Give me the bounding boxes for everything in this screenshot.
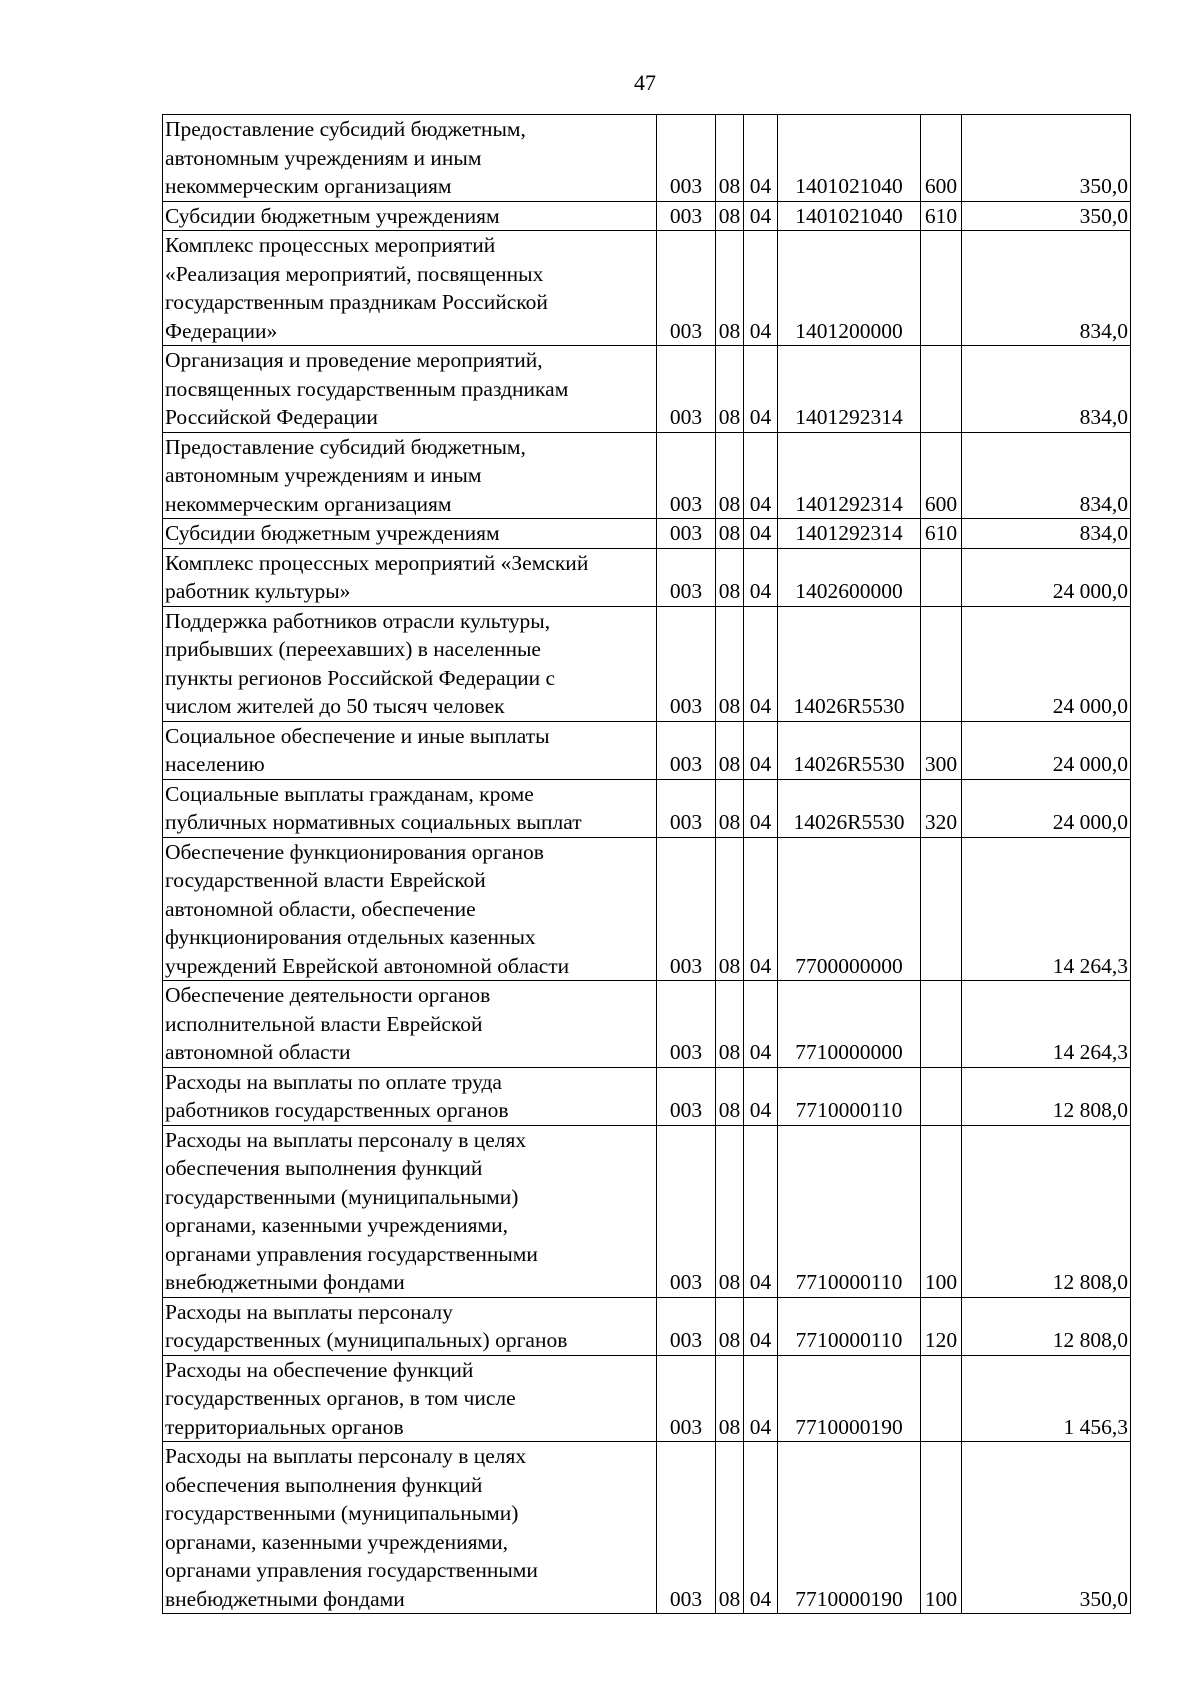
cell-amount: 24 000,0 bbox=[962, 779, 1131, 837]
cell-subsection-code: 04 bbox=[744, 432, 778, 519]
cell-expense-type-code bbox=[921, 346, 962, 433]
cell-target-article-code: 14026R5530 bbox=[778, 606, 921, 721]
cell-expense-name bbox=[163, 981, 657, 1068]
cell-line: Комплекс процессных мероприятий bbox=[165, 233, 496, 257]
cell-line: Российской Федерации bbox=[165, 405, 378, 429]
table-row bbox=[163, 346, 1131, 433]
cell-expense-type-code bbox=[921, 981, 962, 1068]
cell-amount: 14 264,3 bbox=[962, 981, 1131, 1068]
table-row bbox=[163, 837, 1131, 981]
table-row bbox=[163, 1355, 1131, 1442]
cell-line: населению bbox=[165, 752, 265, 776]
cell-line: автономной области bbox=[165, 1040, 351, 1064]
cell-expense-type-code: 610 bbox=[921, 519, 962, 549]
cell-line: учреждений Еврейской автономной области bbox=[165, 953, 570, 978]
cell-line: Расходы на выплаты по оплате труда bbox=[165, 1069, 502, 1094]
cell-subsection-code: 04 bbox=[744, 519, 778, 549]
cell-section-code: 08 bbox=[716, 519, 744, 549]
cell-ministry-code: 003 bbox=[657, 1125, 716, 1297]
cell-expense-name bbox=[163, 519, 657, 549]
cell-amount: 350,0 bbox=[962, 115, 1131, 202]
table-row bbox=[163, 1442, 1131, 1614]
cell-amount: 24 000,0 bbox=[962, 721, 1131, 779]
cell-section-code: 08 bbox=[716, 779, 744, 837]
cell-line: публичных нормативных социальных выплат bbox=[165, 810, 582, 834]
cell-section-code: 08 bbox=[716, 115, 744, 202]
cell-expense-type-code bbox=[921, 1067, 962, 1125]
cell-section-code: 08 bbox=[716, 346, 744, 433]
cell-target-article-code: 1401292314 bbox=[778, 346, 921, 433]
cell-expense-type-code: 100 bbox=[921, 1125, 962, 1297]
table-row bbox=[163, 1297, 1131, 1355]
cell-line: Поддержка работников отрасли культуры, bbox=[165, 608, 551, 633]
cell-ministry-code: 003 bbox=[657, 346, 716, 433]
cell-subsection-code: 04 bbox=[744, 1297, 778, 1355]
cell-line: Предоставление субсидий бюджетным, bbox=[165, 434, 526, 459]
cell-target-article-code: 7710000190 bbox=[778, 1355, 921, 1442]
table-row bbox=[163, 201, 1131, 231]
cell-expense-name bbox=[163, 606, 657, 721]
cell-line: Расходы на выплаты персоналу в целях bbox=[165, 1444, 527, 1468]
table-row bbox=[163, 432, 1131, 519]
cell-line: числом жителей до 50 тысяч человек bbox=[165, 694, 505, 718]
cell-section-code: 08 bbox=[716, 1297, 744, 1355]
cell-amount: 12 808,0 bbox=[962, 1125, 1131, 1297]
cell-target-article-code: 7710000110 bbox=[778, 1125, 921, 1297]
cell-line: Обеспечение функционирования органов bbox=[165, 839, 544, 864]
cell-target-article-code: 1402600000 bbox=[778, 548, 921, 606]
cell-ministry-code: 003 bbox=[657, 779, 716, 837]
cell-expense-name bbox=[163, 1125, 657, 1297]
cell-ministry-code: 003 bbox=[657, 981, 716, 1068]
cell-amount: 350,0 bbox=[962, 1442, 1131, 1614]
cell-expense-name bbox=[163, 201, 657, 231]
cell-line: Расходы на выплаты персоналу в целях bbox=[165, 1127, 527, 1152]
table-row bbox=[163, 548, 1131, 606]
cell-subsection-code: 04 bbox=[744, 981, 778, 1068]
table-row bbox=[163, 519, 1131, 549]
cell-target-article-code: 14026R5530 bbox=[778, 779, 921, 837]
cell-line: Социальное обеспечение и иные выплаты bbox=[165, 723, 550, 748]
cell-expense-name bbox=[163, 837, 657, 981]
cell-subsection-code: 04 bbox=[744, 606, 778, 721]
cell-line: посвященных государственным праздникам bbox=[165, 376, 569, 401]
cell-expense-type-code: 600 bbox=[921, 115, 962, 202]
cell-section-code: 08 bbox=[716, 1067, 744, 1125]
cell-amount: 350,0 bbox=[962, 201, 1131, 231]
cell-line: работников государственных органов bbox=[165, 1098, 509, 1122]
cell-line: работник культуры» bbox=[165, 579, 351, 603]
cell-expense-name bbox=[163, 779, 657, 837]
cell-ministry-code: 003 bbox=[657, 1067, 716, 1125]
cell-expense-type-code bbox=[921, 231, 962, 346]
cell-expense-name bbox=[163, 1297, 657, 1355]
cell-target-article-code: 1401292314 bbox=[778, 432, 921, 519]
cell-line: функционирования отдельных казенных bbox=[165, 925, 536, 949]
cell-expense-name bbox=[163, 1442, 657, 1614]
cell-amount: 834,0 bbox=[962, 519, 1131, 549]
cell-line: прибывших (переехавших) в населенные bbox=[165, 637, 541, 661]
cell-line: органами, казенными учреждениями, bbox=[165, 1213, 508, 1237]
cell-target-article-code: 1401021040 bbox=[778, 115, 921, 202]
cell-subsection-code: 04 bbox=[744, 837, 778, 981]
cell-line: государственных органов, в том числе bbox=[165, 1386, 516, 1410]
cell-subsection-code: 04 bbox=[744, 1067, 778, 1125]
cell-expense-name bbox=[163, 346, 657, 433]
cell-amount: 12 808,0 bbox=[962, 1067, 1131, 1125]
cell-ministry-code: 003 bbox=[657, 201, 716, 231]
table-row bbox=[163, 1067, 1131, 1125]
cell-line: обеспечения выполнения функций bbox=[165, 1472, 483, 1497]
cell-subsection-code: 04 bbox=[744, 548, 778, 606]
cell-section-code: 08 bbox=[716, 1355, 744, 1442]
cell-amount: 24 000,0 bbox=[962, 606, 1131, 721]
table-row bbox=[163, 779, 1131, 837]
cell-subsection-code: 04 bbox=[744, 231, 778, 346]
cell-expense-name bbox=[163, 548, 657, 606]
cell-section-code: 08 bbox=[716, 606, 744, 721]
cell-subsection-code: 04 bbox=[744, 1355, 778, 1442]
cell-expense-type-code: 300 bbox=[921, 721, 962, 779]
cell-ministry-code: 003 bbox=[657, 231, 716, 346]
cell-line: государственными (муниципальными) bbox=[165, 1501, 519, 1525]
cell-line: Организация и проведение мероприятий, bbox=[165, 348, 543, 372]
cell-section-code: 08 bbox=[716, 201, 744, 231]
cell-line: автономным учреждениям и иным bbox=[165, 463, 482, 487]
cell-amount: 834,0 bbox=[962, 346, 1131, 433]
cell-section-code: 08 bbox=[716, 837, 744, 981]
cell-ministry-code: 003 bbox=[657, 1297, 716, 1355]
table-row bbox=[163, 721, 1131, 779]
cell-expense-name bbox=[163, 1067, 657, 1125]
table-row bbox=[163, 231, 1131, 346]
cell-subsection-code: 04 bbox=[744, 1442, 778, 1614]
cell-section-code: 08 bbox=[716, 721, 744, 779]
cell-section-code: 08 bbox=[716, 432, 744, 519]
cell-amount: 14 264,3 bbox=[962, 837, 1131, 981]
cell-line: органами управления государственными bbox=[165, 1241, 538, 1266]
cell-ministry-code: 003 bbox=[657, 519, 716, 549]
cell-line: Предоставление субсидий бюджетным, bbox=[165, 117, 526, 141]
cell-line: органами, казенными учреждениями, bbox=[165, 1529, 508, 1554]
table-row bbox=[163, 115, 1131, 202]
cell-expense-type-code bbox=[921, 548, 962, 606]
cell-subsection-code: 04 bbox=[744, 1125, 778, 1297]
cell-subsection-code: 04 bbox=[744, 779, 778, 837]
cell-section-code: 08 bbox=[716, 231, 744, 346]
page-number: 47 bbox=[634, 70, 656, 95]
cell-line: Обеспечение деятельности органов bbox=[165, 983, 491, 1007]
cell-ministry-code: 003 bbox=[657, 548, 716, 606]
cell-section-code: 08 bbox=[716, 981, 744, 1068]
cell-line: внебюджетными фондами bbox=[165, 1586, 405, 1611]
cell-line: Федерации» bbox=[165, 318, 278, 343]
cell-target-article-code: 7710000110 bbox=[778, 1297, 921, 1355]
cell-amount: 834,0 bbox=[962, 432, 1131, 519]
cell-line: автономным учреждениям и иным bbox=[165, 145, 482, 170]
cell-line: «Реализация мероприятий, посвященных bbox=[165, 261, 544, 286]
table-row bbox=[163, 1125, 1131, 1297]
table-row bbox=[163, 606, 1131, 721]
cell-line: органами управления государственными bbox=[165, 1558, 538, 1582]
cell-amount: 834,0 bbox=[962, 231, 1131, 346]
cell-expense-name bbox=[163, 432, 657, 519]
cell-target-article-code: 7710000190 bbox=[778, 1442, 921, 1614]
cell-ministry-code: 003 bbox=[657, 432, 716, 519]
cell-line: государственным праздникам Российской bbox=[165, 290, 548, 314]
cell-ministry-code: 003 bbox=[657, 1442, 716, 1614]
cell-expense-name bbox=[163, 231, 657, 346]
cell-line: государственными (муниципальными) bbox=[165, 1184, 519, 1209]
cell-expense-type-code: 120 bbox=[921, 1297, 962, 1355]
cell-line: некоммерческим организациям bbox=[165, 174, 452, 198]
cell-subsection-code: 04 bbox=[744, 346, 778, 433]
cell-target-article-code: 7700000000 bbox=[778, 837, 921, 981]
cell-ministry-code: 003 bbox=[657, 837, 716, 981]
budget-table-body bbox=[163, 115, 1131, 1614]
cell-amount: 24 000,0 bbox=[962, 548, 1131, 606]
cell-expense-type-code: 600 bbox=[921, 432, 962, 519]
cell-amount: 1 456,3 bbox=[962, 1355, 1131, 1442]
cell-expense-name bbox=[163, 721, 657, 779]
cell-section-code: 08 bbox=[716, 1125, 744, 1297]
cell-line: пункты регионов Российской Федерации с bbox=[165, 665, 556, 690]
cell-target-article-code: 1401292314 bbox=[778, 519, 921, 549]
cell-target-article-code: 7710000000 bbox=[778, 981, 921, 1068]
cell-line: Субсидии бюджетным учреждениям bbox=[165, 203, 500, 228]
cell-subsection-code: 04 bbox=[744, 115, 778, 202]
cell-line: некоммерческим организациям bbox=[165, 491, 452, 516]
cell-line: исполнительной власти Еврейской bbox=[165, 1011, 483, 1036]
cell-ministry-code: 003 bbox=[657, 115, 716, 202]
cell-expense-type-code bbox=[921, 1355, 962, 1442]
cell-target-article-code: 14026R5530 bbox=[778, 721, 921, 779]
table-row bbox=[163, 981, 1131, 1068]
cell-expense-type-code: 610 bbox=[921, 201, 962, 231]
cell-line: Субсидии бюджетным учреждениям bbox=[165, 521, 500, 545]
cell-line: государственных (муниципальных) органов bbox=[165, 1328, 568, 1352]
cell-line: обеспечения выполнения функций bbox=[165, 1156, 483, 1180]
cell-subsection-code: 04 bbox=[744, 201, 778, 231]
cell-line: территориальных органов bbox=[165, 1414, 404, 1439]
cell-expense-type-code bbox=[921, 606, 962, 721]
cell-line: внебюджетными фондами bbox=[165, 1270, 405, 1294]
cell-target-article-code: 1401021040 bbox=[778, 201, 921, 231]
cell-line: Расходы на обеспечение функций bbox=[165, 1357, 474, 1382]
cell-target-article-code: 7710000110 bbox=[778, 1067, 921, 1125]
cell-section-code: 08 bbox=[716, 548, 744, 606]
cell-line: Комплекс процессных мероприятий «Земский bbox=[165, 550, 589, 575]
cell-expense-name bbox=[163, 1355, 657, 1442]
cell-line: государственной власти Еврейской bbox=[165, 868, 486, 892]
cell-expense-type-code: 100 bbox=[921, 1442, 962, 1614]
cell-line: Социальные выплаты гражданам, кроме bbox=[165, 781, 534, 806]
cell-expense-type-code: 320 bbox=[921, 779, 962, 837]
cell-ministry-code: 003 bbox=[657, 1355, 716, 1442]
cell-ministry-code: 003 bbox=[657, 721, 716, 779]
budget-table bbox=[162, 114, 1131, 1614]
cell-expense-name bbox=[163, 115, 657, 202]
cell-ministry-code: 003 bbox=[657, 606, 716, 721]
cell-section-code: 08 bbox=[716, 1442, 744, 1614]
cell-line: автономной области, обеспечение bbox=[165, 896, 476, 921]
cell-line: Расходы на выплаты персоналу bbox=[165, 1299, 453, 1324]
cell-target-article-code: 1401200000 bbox=[778, 231, 921, 346]
cell-subsection-code: 04 bbox=[744, 721, 778, 779]
cell-amount: 12 808,0 bbox=[962, 1297, 1131, 1355]
cell-expense-type-code bbox=[921, 837, 962, 981]
